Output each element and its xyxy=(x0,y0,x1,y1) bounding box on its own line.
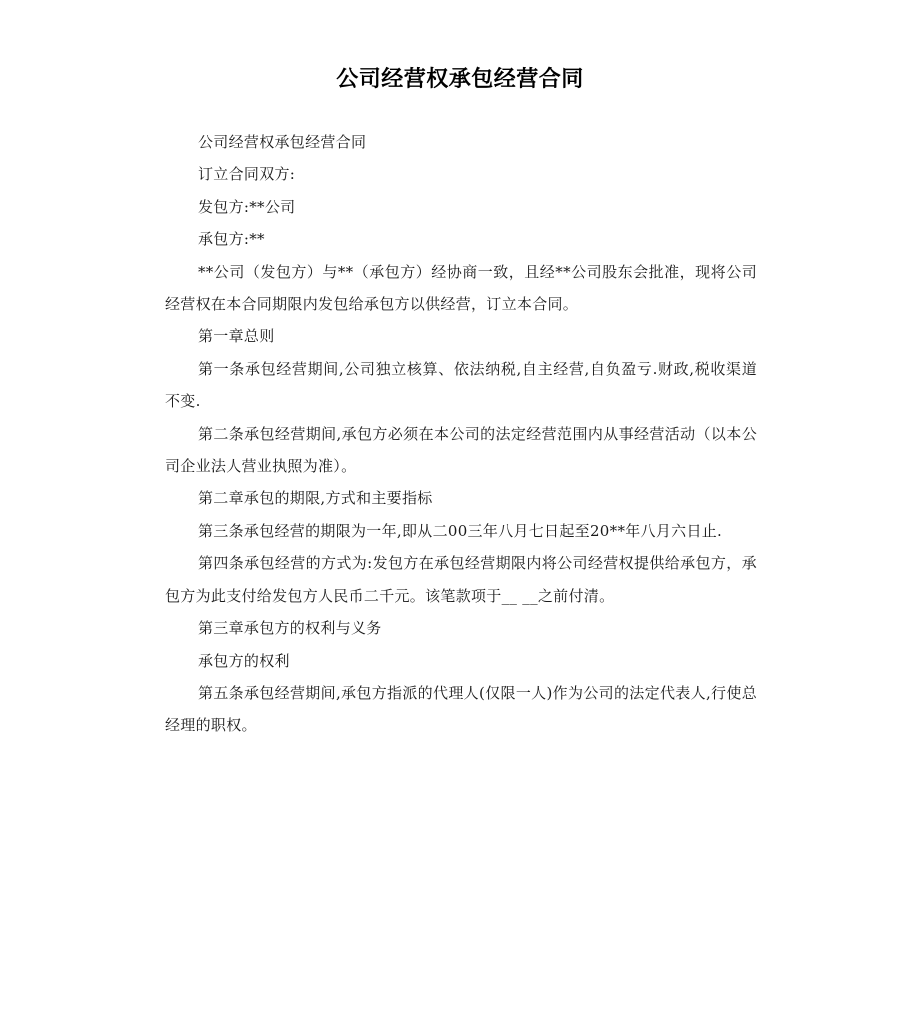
chapter-heading-1: 第一章总则 xyxy=(198,327,275,346)
paragraph-preamble: **公司（发包方）与**（承包方）经协商一致，且经**公司股东会批准，现将公司经营权在本合同期限内发包给承包方以供经营，订立本合同。 xyxy=(165,262,757,314)
chapter-heading-2: 第二章承包的期限,方式和主要指标 xyxy=(198,489,433,508)
document-title: 公司经营权承包经营合同 xyxy=(336,67,584,92)
section-heading-rights: 承包方的权利 xyxy=(198,651,290,670)
paragraph-parties-intro: 订立合同双方: xyxy=(198,165,296,184)
document-body xyxy=(165,126,757,742)
article-4: 第四条承包经营的方式为:发包方在承包经营期限内将公司经营权提供给承包方，承包方为此支付给发包方人民币二千元。该笔款项于__ __之前付清。 xyxy=(165,554,757,605)
chapter-heading-3: 第三章承包方的权利与义务 xyxy=(198,619,382,638)
article-5: 第五条承包经营期间,承包方指派的代理人(仅限一人)作为公司的法定代表人,行使总经理的职权。 xyxy=(165,683,757,735)
paragraph-contractee: 承包方:** xyxy=(198,230,265,249)
article-1: 第一条承包经营期间,公司独立核算、依法纳税,自主经营,自负盈亏.财政,税收渠道不变. xyxy=(165,359,757,411)
paragraph-heading: 公司经营权承包经营合同 xyxy=(198,133,367,151)
article-3: 第三条承包经营的期限为一年,即从二00三年八月七日起至20**年八月六日止. xyxy=(198,521,723,540)
article-2: 第二条承包经营期间,承包方必须在本公司的法定经营范围内从事经营活动（以本公司企业法人营业执照为准）。 xyxy=(165,424,757,476)
paragraph-contractor: 发包方:**公司 xyxy=(198,197,296,216)
